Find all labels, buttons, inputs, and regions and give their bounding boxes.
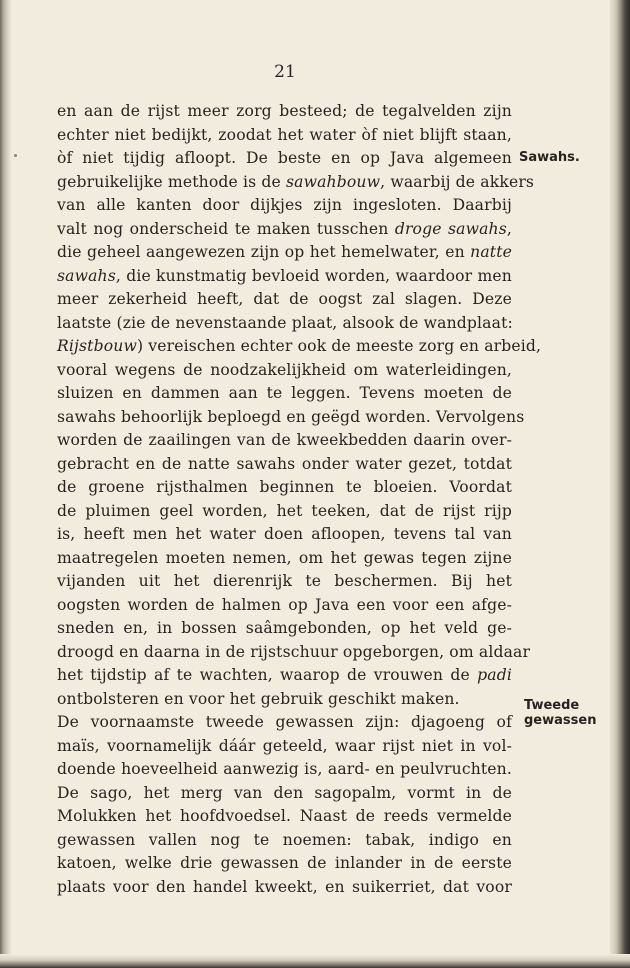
text-run: De voornaamste tweede gewassen zijn: djagoeng of [57, 713, 512, 731]
text-run: meer zekerheid heeft, dat de oogst zal slagen. Deze [57, 290, 512, 308]
text-line [57, 570, 512, 594]
text-run: die geheel aangewezen zijn op het hemelwater, en [57, 243, 471, 261]
text-run: gebracht en de natte sawahs onder water gezet, totdat [57, 454, 512, 473]
text-line [57, 547, 512, 571]
text-run: doende hoeveelheid aanwezig is, aard- en peulvruchten. [57, 760, 512, 778]
text-line [57, 805, 512, 829]
text-line [57, 688, 512, 712]
text-run: ) vereischen echter ook de meeste zorg en arbeid, [136, 337, 542, 355]
text-line [57, 241, 512, 265]
text-run: De sago, het merg van den sagopalm, vormt in de [57, 783, 512, 802]
text-run: echter niet bedijkt, zoodat het water òf niet blijft staan, [57, 125, 512, 144]
text-run: sluizen en dammen aan te leggen. Tevens moeten de [57, 384, 512, 402]
text-run: en aan de rijst meer zorg besteed; de tegalvelden zijn [57, 102, 512, 120]
text-line [57, 829, 512, 853]
text-line [57, 288, 512, 312]
text-line [57, 382, 512, 406]
text-line [57, 335, 542, 359]
text-run: sawahs behoorlijk beploegd en geëgd worden. Vervolgens [57, 407, 525, 426]
text-line [57, 100, 512, 124]
text-line [57, 218, 512, 242]
italic-term: sawahs [57, 266, 116, 285]
text-line [57, 735, 512, 759]
page-number: 21 [274, 62, 296, 82]
text-line [57, 641, 531, 665]
page-edge-right [610, 0, 630, 968]
text-line [57, 758, 512, 782]
text-run: is, heeft men het water doen afloopen, tevens tal van [57, 525, 512, 543]
text-line [57, 782, 512, 806]
italic-term: Rijstbouw [57, 337, 137, 355]
italic-term: natte [470, 243, 512, 261]
text-line [57, 476, 512, 500]
text-line [57, 406, 525, 430]
text-run: vooral wegens de noodzakelijkheid om waterleidingen, [57, 360, 512, 379]
paper-speck [14, 154, 17, 157]
text-run: ontbolsteren en voor het gebruik geschikt maken. [57, 689, 460, 708]
text-line [57, 359, 512, 383]
italic-term: padi [477, 666, 512, 684]
text-run: òf niet tijdig afloopt. De beste en op Java algemeen [57, 149, 512, 167]
text-line [57, 523, 512, 547]
text-line [57, 429, 512, 453]
italic-term: sawahbouw [286, 172, 381, 191]
text-line [57, 852, 512, 876]
text-run: de groene rijsthalmen beginnen te bloeien. Voordat [57, 478, 512, 496]
text-line [57, 194, 512, 218]
margin-note-tweede-gewassen [524, 698, 596, 728]
text-run: plaats voor den handel kweekt, en suikerriet, dat voor [57, 877, 512, 896]
text-run: katoen, welke drie gewassen de inlander in de eerste [57, 854, 512, 872]
text-run: sneden en, in bossen saâmgebonden, op het veld ge- [57, 619, 512, 637]
text-run: vijanden uit het dierenrijk te beschermen. Bij het [57, 572, 512, 590]
text-line [57, 453, 512, 477]
text-line [57, 500, 512, 524]
text-run: droogd en daarna in de rijstschuur opgeborgen, om aldaar [57, 642, 531, 661]
text-line [57, 171, 535, 195]
text-line [57, 664, 512, 688]
text-run: , die kunstmatig bevloeid worden, waardoor men [115, 266, 512, 285]
text-run: gewassen vallen nog te noemen: tabak, indigo en [57, 830, 512, 849]
text-run: Molukken het hoofdvoedsel. Naast de reeds vermelde [57, 807, 512, 825]
page-gutter-left [0, 0, 12, 968]
text-run: van alle kanten door dijkjes zijn ingesloten. Daarbij [57, 196, 512, 214]
text-run: de pluimen geel worden, het teeken, dat de rijst rijp [57, 501, 512, 520]
margin-note-sawahs: Sawahs. [519, 150, 580, 165]
text-run: , waarbij de akkers [380, 172, 535, 191]
page-edge-bottom [0, 954, 630, 968]
text-run: oogsten worden de halmen op Java een voor een afge- [57, 595, 512, 614]
text-line [57, 147, 512, 171]
text-run: , [506, 219, 512, 238]
text-line [57, 617, 512, 641]
text-run: worden de zaailingen van de kweekbedden daarin over- [57, 431, 512, 449]
text-line [57, 594, 512, 618]
text-run: het tijdstip af te wachten, waarop de vrouwen de [57, 666, 478, 684]
margin-note-line: gewassen [524, 713, 597, 728]
margin-note-line: Tweede [524, 698, 580, 713]
text-run: maatregelen moeten nemen, om het gewas tegen zijne [57, 548, 512, 567]
text-line [57, 312, 512, 336]
text-line [57, 711, 512, 735]
italic-term: droge sawahs [394, 219, 507, 238]
text-run: gebruikelijke methode is de [57, 172, 286, 191]
text-run: laatste (zie de nevenstaande plaat, alsook de wandplaat: [57, 313, 513, 332]
text-run: maïs, voornamelijk dáár geteeld, waar rijst niet in vol- [57, 736, 512, 755]
body-text [57, 100, 542, 899]
text-line [57, 265, 512, 289]
text-run: valt nog onderscheid te maken tusschen [57, 219, 395, 238]
text-line [57, 876, 512, 900]
text-line [57, 124, 512, 148]
